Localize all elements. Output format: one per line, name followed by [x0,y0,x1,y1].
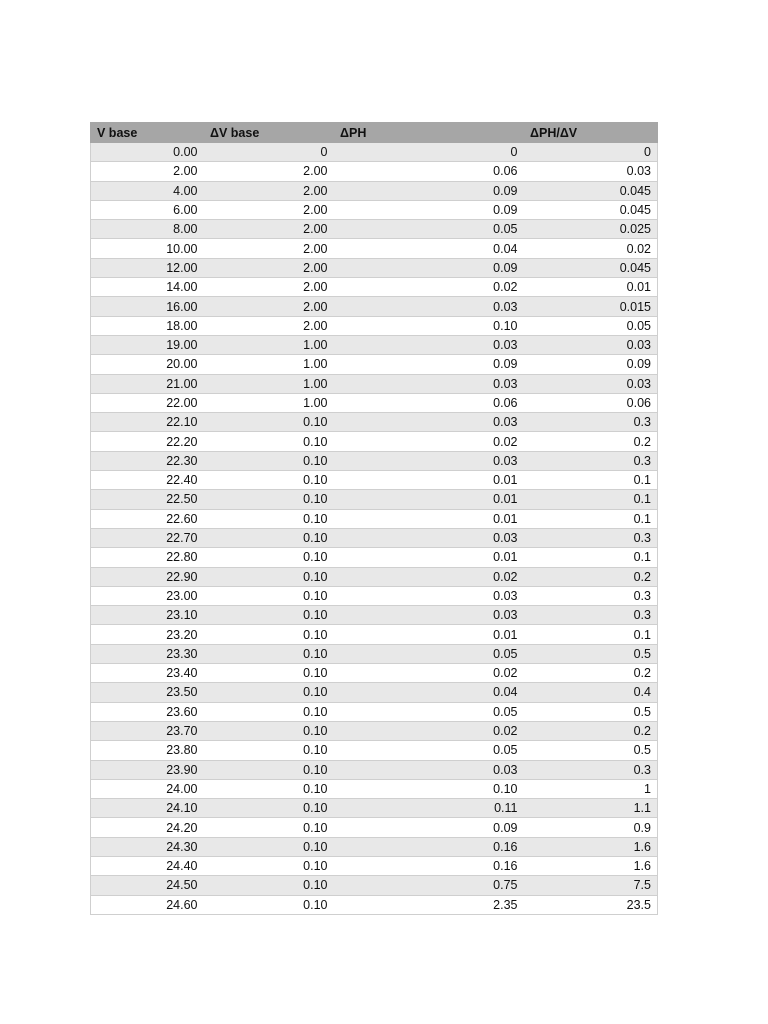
cell-delta-ph: 0.01 [334,490,524,509]
cell-v-base: 24.10 [91,799,204,818]
table-row [91,451,658,470]
cell-delta-ph-per-delta-v: 0 [524,143,658,162]
table-header [91,123,658,143]
table-row [91,509,658,528]
cell-delta-v-base: 2.00 [204,297,334,316]
table-row [91,876,658,895]
cell-delta-ph: 0.02 [334,721,524,740]
cell-v-base: 23.60 [91,702,204,721]
cell-delta-ph-per-delta-v: 0.2 [524,664,658,683]
cell-delta-ph: 0.03 [334,297,524,316]
cell-v-base: 22.50 [91,490,204,509]
cell-delta-v-base: 0.10 [204,644,334,663]
cell-delta-ph-per-delta-v: 0.03 [524,162,658,181]
cell-v-base: 2.00 [91,162,204,181]
cell-delta-v-base: 0.10 [204,509,334,528]
cell-delta-ph: 0.09 [334,355,524,374]
cell-delta-ph: 0.01 [334,471,524,490]
cell-delta-v-base: 2.00 [204,220,334,239]
cell-delta-ph-per-delta-v: 1.1 [524,799,658,818]
cell-delta-v-base: 0.10 [204,837,334,856]
cell-delta-v-base: 1.00 [204,335,334,354]
cell-delta-ph-per-delta-v: 0.03 [524,335,658,354]
cell-delta-ph-per-delta-v: 0.1 [524,509,658,528]
cell-delta-v-base: 2.00 [204,181,334,200]
cell-delta-ph-per-delta-v: 0.045 [524,181,658,200]
table-row [91,760,658,779]
cell-delta-ph: 0.09 [334,818,524,837]
table-row [91,895,658,914]
table-row [91,625,658,644]
cell-delta-ph: 2.35 [334,895,524,914]
table-row [91,393,658,412]
table-row [91,490,658,509]
table-row [91,548,658,567]
cell-delta-ph: 0.11 [334,799,524,818]
cell-delta-ph-per-delta-v: 0.1 [524,625,658,644]
cell-delta-v-base: 0.10 [204,606,334,625]
cell-v-base: 23.00 [91,586,204,605]
cell-delta-ph: 0.06 [334,162,524,181]
table-row [91,799,658,818]
cell-v-base: 23.20 [91,625,204,644]
table-row [91,143,658,162]
cell-delta-ph: 0.09 [334,200,524,219]
cell-delta-ph-per-delta-v: 0.01 [524,278,658,297]
cell-delta-ph: 0.05 [334,702,524,721]
cell-delta-v-base: 0.10 [204,856,334,875]
cell-v-base: 24.40 [91,856,204,875]
table-row [91,644,658,663]
cell-delta-ph-per-delta-v: 0.3 [524,413,658,432]
cell-delta-ph-per-delta-v: 0.3 [524,451,658,470]
cell-delta-v-base: 0.10 [204,721,334,740]
cell-v-base: 21.00 [91,374,204,393]
table-body [91,143,658,915]
cell-delta-v-base: 2.00 [204,316,334,335]
cell-delta-ph: 0.16 [334,856,524,875]
cell-delta-v-base: 0.10 [204,413,334,432]
cell-delta-v-base: 0 [204,143,334,162]
cell-delta-ph: 0.06 [334,393,524,412]
cell-delta-ph: 0.03 [334,451,524,470]
cell-v-base: 24.20 [91,818,204,837]
cell-delta-ph-per-delta-v: 0.5 [524,644,658,663]
cell-delta-ph: 0.02 [334,278,524,297]
cell-delta-ph: 0.03 [334,413,524,432]
cell-delta-ph: 0 [334,143,524,162]
cell-v-base: 12.00 [91,258,204,277]
cell-delta-v-base: 2.00 [204,239,334,258]
cell-delta-ph: 0.03 [334,760,524,779]
cell-delta-ph-per-delta-v: 0.5 [524,741,658,760]
cell-v-base: 23.90 [91,760,204,779]
cell-delta-ph: 0.10 [334,316,524,335]
cell-v-base: 24.30 [91,837,204,856]
table-row [91,374,658,393]
cell-delta-ph-per-delta-v: 0.1 [524,490,658,509]
table-row [91,683,658,702]
table-row [91,702,658,721]
header-row [91,123,658,143]
cell-delta-ph-per-delta-v: 0.3 [524,586,658,605]
cell-delta-ph: 0.03 [334,586,524,605]
table-row [91,471,658,490]
header-delta-ph: ΔPH [334,123,524,143]
cell-delta-ph-per-delta-v: 0.5 [524,702,658,721]
cell-delta-v-base: 0.10 [204,528,334,547]
cell-v-base: 23.10 [91,606,204,625]
table-row [91,278,658,297]
cell-v-base: 14.00 [91,278,204,297]
table-row [91,606,658,625]
cell-v-base: 23.50 [91,683,204,702]
cell-delta-v-base: 0.10 [204,548,334,567]
cell-delta-v-base: 0.10 [204,490,334,509]
cell-delta-ph-per-delta-v: 7.5 [524,876,658,895]
cell-delta-ph-per-delta-v: 0.2 [524,567,658,586]
table-row [91,856,658,875]
cell-v-base: 24.50 [91,876,204,895]
cell-v-base: 23.80 [91,741,204,760]
cell-v-base: 4.00 [91,181,204,200]
cell-delta-v-base: 1.00 [204,393,334,412]
table-row [91,818,658,837]
cell-delta-v-base: 0.10 [204,799,334,818]
header-delta-ph-per-delta-v: ΔPH/ΔV [524,123,658,143]
cell-delta-v-base: 0.10 [204,432,334,451]
cell-v-base: 20.00 [91,355,204,374]
cell-delta-ph-per-delta-v: 0.3 [524,606,658,625]
header-v-base: V base [91,123,204,143]
cell-v-base: 10.00 [91,239,204,258]
table-row [91,741,658,760]
cell-delta-ph: 0.03 [334,606,524,625]
cell-delta-ph-per-delta-v: 1.6 [524,837,658,856]
table-row [91,779,658,798]
cell-v-base: 22.10 [91,413,204,432]
cell-delta-ph: 0.10 [334,779,524,798]
cell-delta-v-base: 0.10 [204,586,334,605]
cell-v-base: 22.70 [91,528,204,547]
header-delta-v-base: ΔV base [204,123,334,143]
cell-delta-ph: 0.02 [334,432,524,451]
cell-delta-ph-per-delta-v: 0.3 [524,760,658,779]
cell-delta-ph: 0.05 [334,220,524,239]
cell-delta-ph-per-delta-v: 0.09 [524,355,658,374]
cell-delta-ph-per-delta-v: 0.02 [524,239,658,258]
table-row [91,837,658,856]
cell-delta-v-base: 0.10 [204,818,334,837]
cell-v-base: 23.30 [91,644,204,663]
cell-delta-v-base: 2.00 [204,258,334,277]
cell-delta-v-base: 0.10 [204,760,334,779]
table-row [91,220,658,239]
cell-delta-ph-per-delta-v: 1.6 [524,856,658,875]
titration-table [90,122,658,915]
table-row [91,316,658,335]
cell-delta-ph-per-delta-v: 0.4 [524,683,658,702]
cell-delta-ph-per-delta-v: 0.2 [524,432,658,451]
table-row [91,239,658,258]
cell-v-base: 22.30 [91,451,204,470]
cell-delta-v-base: 1.00 [204,374,334,393]
cell-v-base: 0.00 [91,143,204,162]
cell-delta-ph-per-delta-v: 23.5 [524,895,658,914]
cell-delta-ph: 0.09 [334,258,524,277]
cell-delta-ph-per-delta-v: 0.05 [524,316,658,335]
cell-delta-v-base: 0.10 [204,664,334,683]
cell-delta-ph-per-delta-v: 0.045 [524,258,658,277]
cell-delta-v-base: 0.10 [204,683,334,702]
cell-delta-ph: 0.02 [334,567,524,586]
cell-v-base: 8.00 [91,220,204,239]
cell-delta-ph-per-delta-v: 0.025 [524,220,658,239]
cell-delta-v-base: 0.10 [204,895,334,914]
cell-v-base: 22.40 [91,471,204,490]
table-row [91,664,658,683]
table-row [91,586,658,605]
table-row [91,200,658,219]
cell-v-base: 22.60 [91,509,204,528]
cell-delta-ph-per-delta-v: 0.1 [524,471,658,490]
cell-delta-v-base: 2.00 [204,278,334,297]
cell-delta-ph: 0.05 [334,644,524,663]
cell-delta-ph-per-delta-v: 0.1 [524,548,658,567]
table-row [91,567,658,586]
cell-delta-v-base: 0.10 [204,451,334,470]
cell-delta-v-base: 0.10 [204,567,334,586]
cell-v-base: 22.00 [91,393,204,412]
cell-delta-ph-per-delta-v: 0.03 [524,374,658,393]
table-row [91,181,658,200]
cell-delta-ph: 0.16 [334,837,524,856]
cell-delta-ph: 0.01 [334,509,524,528]
cell-delta-v-base: 2.00 [204,200,334,219]
cell-delta-v-base: 0.10 [204,471,334,490]
table-row [91,528,658,547]
cell-delta-ph-per-delta-v: 0.045 [524,200,658,219]
cell-delta-ph-per-delta-v: 0.015 [524,297,658,316]
cell-delta-v-base: 0.10 [204,702,334,721]
cell-delta-ph-per-delta-v: 0.9 [524,818,658,837]
table-row [91,258,658,277]
table-row [91,355,658,374]
cell-delta-v-base: 2.00 [204,162,334,181]
cell-delta-ph: 0.05 [334,741,524,760]
cell-v-base: 22.90 [91,567,204,586]
cell-delta-ph: 0.02 [334,664,524,683]
table-row [91,297,658,316]
cell-v-base: 24.60 [91,895,204,914]
cell-v-base: 16.00 [91,297,204,316]
table-row [91,413,658,432]
cell-delta-v-base: 0.10 [204,876,334,895]
cell-v-base: 24.00 [91,779,204,798]
cell-v-base: 23.40 [91,664,204,683]
cell-delta-ph: 0.03 [334,528,524,547]
cell-delta-ph-per-delta-v: 1 [524,779,658,798]
table-row [91,721,658,740]
cell-delta-ph: 0.04 [334,683,524,702]
cell-delta-ph: 0.03 [334,335,524,354]
cell-delta-ph: 0.75 [334,876,524,895]
cell-delta-v-base: 0.10 [204,779,334,798]
cell-delta-ph: 0.03 [334,374,524,393]
cell-delta-ph-per-delta-v: 0.3 [524,528,658,547]
table-row [91,335,658,354]
cell-delta-ph: 0.01 [334,548,524,567]
table-row [91,162,658,181]
cell-v-base: 22.80 [91,548,204,567]
cell-delta-v-base: 0.10 [204,625,334,644]
cell-v-base: 22.20 [91,432,204,451]
cell-v-base: 6.00 [91,200,204,219]
cell-delta-v-base: 1.00 [204,355,334,374]
cell-delta-ph-per-delta-v: 0.06 [524,393,658,412]
cell-v-base: 19.00 [91,335,204,354]
cell-delta-v-base: 0.10 [204,741,334,760]
cell-v-base: 23.70 [91,721,204,740]
table-row [91,432,658,451]
cell-v-base: 18.00 [91,316,204,335]
cell-delta-ph: 0.09 [334,181,524,200]
cell-delta-ph-per-delta-v: 0.2 [524,721,658,740]
cell-delta-ph: 0.04 [334,239,524,258]
cell-delta-ph: 0.01 [334,625,524,644]
